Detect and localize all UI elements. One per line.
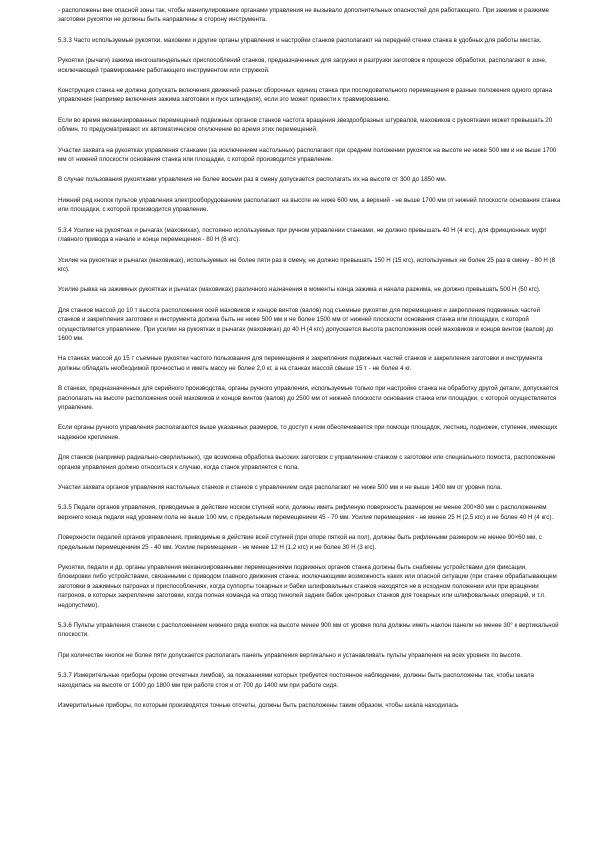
paragraph-14: В станках, предназначенных для серийного производства, органы ручного управления, используемые только при настройке станка на обработку другой детали, допускается располагать на высоте расположения осей маховиков и концов винтов (валов) до 2500 мм от нижней плоскости основания станка или площадки, с которой осуществляется управление. [58,385,559,411]
paragraph-3: Рукоятки (рычаги) зажима многошпиндельных приспособлений станков, предназначенных для загрузки и разгрузки заготовок в процессе обработки, располагают в зоне, исключающей травмирование работающего инструментом или стружкой. [58,57,547,74]
paragraph-12: Для станков массой до 10 т высота расположения осей маховиков и концов винтов (валов) под съемные рукоятки для перемещения и закрепления подвижных частей станков и закрепления заготовки и инструмента должна быть не ниже 500 мм и не более 1500 мм от нижней плоскости основания станка или площадки, с которой осуществляется управление. При усилии на рукоятках и рычагах (маховиках) до 40 Н (4 кгс) допускается высота расположения осей маховиков и концов винтов (валов) до 1600 мм. [58,306,554,342]
paragraph-24: Измерительные приборы, по которым производятся точные отсчеты, должны быть расположены таким образом, чтобы шкала находилась [58,702,459,710]
paragraph-23: 5.3.7 Измерительные приборы (кроме отсчетных лимбов), за показаниями которых требуется постоянное наблюдение, должны быть расположены так, чтобы шкала находилась на высоте от 1000 до 1800 мм при работе стоя и от 700 до 1400 мм при работе сидя. [58,672,534,689]
paragraph-10: Усилие на рукоятках и рычагах (маховиках), используемых не более пяти раз в смену, не должно превышать 150 Н (15 кгс), используемых не более 25 раз в смену - 80 Н (8 кгс). [58,256,556,273]
paragraph-6: Участки захвата на рукоятках управления станками (за исключением настольных) располагают при среднем положении рукояток на высоте не ниже 500 мм и не выше 1700 мм от нижней плоскости основания станка или площадки, с которой производится управление. [58,146,557,164]
paragraph-11: Усилие рывка на зажимных рукоятках и рычагах (маховиках) различного назначения в моменты конца зажима и начала разжима, не должно превышать 500 Н (50 кгс). [58,286,541,294]
paragraph-21: 5.3.6 Пульты управления станком с расположением нижнего ряда кнопок на высоте менее 900 мм от уровня пола должны иметь наклон панели не менее 30° к вертикальной плоскости. [58,622,559,639]
paragraph-22: При количестве кнопок не более пяти допускается располагать панель управления вертикально и устанавливать пульты управления на всех уровнях по высоте. [58,651,522,659]
paragraph-19: Поверхности педалей органов управления, приводимые в действие всей ступней (при опоре пяткой на пол), должны быть рифлеными размером не менее 90×60 мм, с предельным перемещением 25 - 40 мм. Усилие перемещения - не менее 12 Н (1,2 кгс) и не более 30 Н (3 кгс). [58,534,542,551]
paragraph-17: Участки захвата органов управления настольных станков и станков с управлением сидя располагают не ниже 500 мм и не выше 1400 мм от уровня пола. [58,484,503,491]
paragraph-13: На станках массой до 15 т съемные рукоятки частого пользования для перемещения и закрепления подвижных частей станков и закрепления заготовки и инструмента должны обладать необходимой прочностью и иметь массу не более 2,0 кг, а на станках массой свыше 15 т - не более 4 кг. [58,355,543,372]
paragraph-1: - расположены вне опасной зоны так, чтобы манипулирование органами управления не вызывало дополнительных опасностей для работающего. При зажиме и разжиме заготовки рукоятки не должны быть направлены в сторону инструмента. [58,7,550,24]
paragraph-20: Рукоятки, педали и др. органы управления механизированными перемещениями подвижных органов станка должны быть снабжены устройствами для фиксации, блокировки либо устройствами, связанными с приводом главного движения станка, исключающими возможность каких или опасной ситуации (при станке обрабатывающем заготовки в зажимных патронах и приспособлениях, когда суппорты токарных и бабки шлифовальных станков находятся не в исходном положении или при вращении патронов, в которых закрепление заготовки, когда полная команда на отвод пинолей задних бабок центровых станков для токарных или шлифовальных операций, и т.п. недопустимо). [58,564,557,609]
paragraph-2: 5.3.3 Часто используемые рукоятки, маховики и другие органы управления и настройки станков располагают на передней стенке станка в удобных для работы местах. [58,36,542,44]
paragraph-4: Конструкция станка не должна допускать включения движений разных сборочных единиц станка при последовательного перемещения в разные положения одного органа управления (например включения зажима заготовки и пуск шпинделя), если это может привести к травмированию. [58,87,553,104]
paragraph-15: Если органы ручного управления располагаются выше указанных размеров, то доступ к ним обеспечивается при помощи площадок, лестниц, подножек, ступенек, имеющих надежное крепление. [58,424,558,441]
paragraph-9: 5.3.4 Усилие на рукоятках и рычагах (маховиках), постоянно используемых при ручном управлении станками, не должно превышать 40 Н (4 кгс), для фрикционных муфт главного привода в начале и конце перемещения - 80 Н (8 кгс). [58,226,547,244]
paragraph-5: Если во время механизированных перемещений подвижных органов станков частота вращения звездообразных штурвалов, маховиков с рукоятками может превышать 20 об/мин, то предусматривают их автоматическое отключение во время этих перемещений. [58,116,553,134]
paragraph-16: Для станков (например радиально-сверлильных), где возможна обработка высоких заготовок с управлением станком с заготовки или специального помоста, расположение органов управления должно относиться к случаю, когда станок управляется с пола. [58,454,556,471]
paragraph-18: 5.3.5 Педали органов управления, приводимые в действие носком ступней ноги, должны иметь рифленую поверхность размером не менее 200×80 мм с расположением верхнего конца педали над уровнем пола не выше 100 мм, с предельным перемещением 45 - 70 мм. Усилие перемещения - не менее 25 Н (2,5 кгс) и не более 40 Н (4 кгс). [58,504,554,521]
paragraph-8: Нижний ряд кнопок пультов управления электрооборудованием располагают на высоте не ниже 600 мм, а верхний - не выше 1700 мм от нижней плоскости основания станка или площадки, с которой производится управление. [58,196,561,214]
paragraph-7: В случае пользования рукоятками управления не более восьми раз в смену допускается располагать их на высоте от 300 до 1850 мм. [58,176,447,184]
